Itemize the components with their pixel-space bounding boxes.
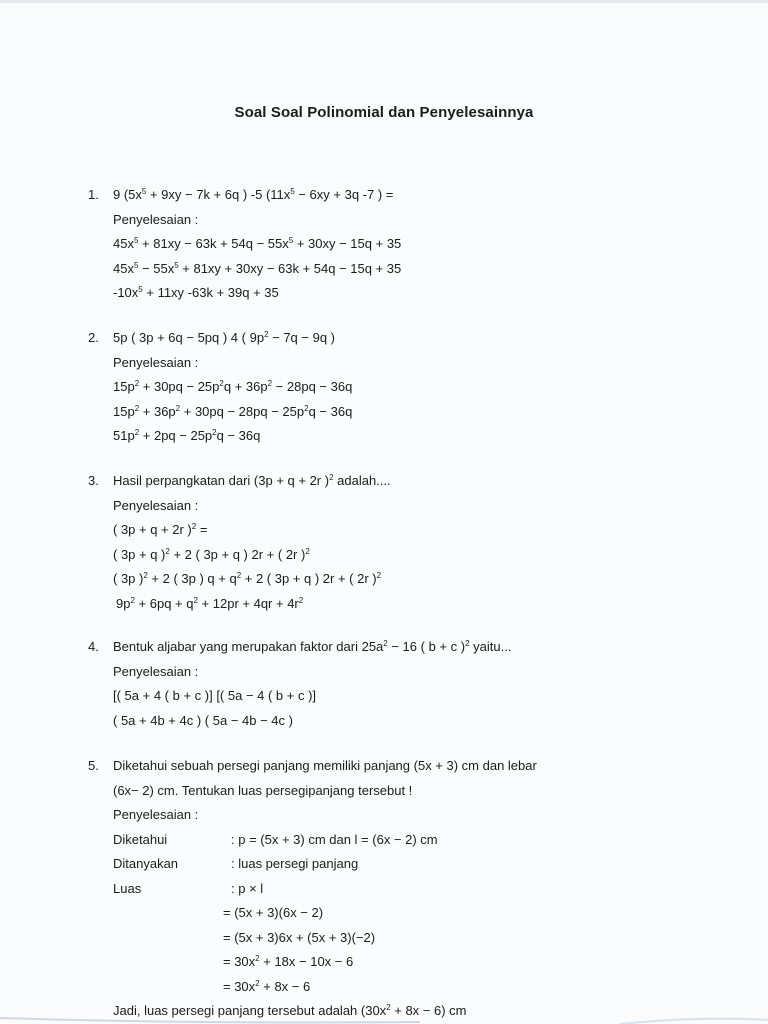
problem-1 [88, 183, 748, 306]
problem-4 [88, 635, 748, 733]
problem-number: 5. [88, 758, 99, 773]
problem-question: Hasil perpangkatan dari (3p + q + 2r )$^2$ adalah.... [113, 473, 391, 488]
calc-step: = $30x^2 + 8x - 6$ [223, 978, 311, 994]
ditanyakan-row [88, 852, 748, 877]
problem-number: 1. [88, 187, 99, 202]
problem-number: 4. [88, 639, 99, 654]
diketahui-row [88, 828, 748, 853]
calc-step: = (5x + 3)6x + (5x + 3)(−2) [223, 929, 376, 945]
luas-value: : p × l [231, 880, 264, 896]
penyelesaian-label: Penyelesaian : [113, 663, 199, 679]
problem-question: Diketahui sebuah persegi panjang memiliki panjang (5x + 3) cm dan lebar [113, 758, 537, 773]
solution-step: [( 5a + 4 ( b + c )] [( 5a − 4 ( b + c )] [113, 688, 317, 703]
problem-number: 3. [88, 473, 99, 488]
ditanyakan-label: Ditanyakan [113, 856, 179, 871]
conclusion: Jadi, luas persegi panjang tersebut adalah $(30x^2 + 8x - 6)$ cm [113, 1003, 467, 1018]
solution-step: ( 3p + q )$^2$ + 2 ( 3p + q ) 2r + ( 2r )$^2$ [113, 546, 310, 562]
diketahui-value: : p = (5x + 3) cm dan l = (6x − 2) cm [231, 831, 438, 847]
solution-step: $51p^2 + 2pq - 25p^2q - 36q$ [113, 428, 261, 443]
calc-step: = (5x + 3)(6x − 2) [223, 905, 324, 920]
luas-label: Luas [113, 880, 142, 896]
problem-5 [88, 754, 748, 1024]
solution-step: ( 3p + q + 2r )$^2$ = [113, 522, 208, 537]
solution-step: ( 5a + 4b + 4c ) ( 5a − 4b − 4c ) [113, 712, 293, 728]
solution-step: $-10x^5 + 11xy$ -63k + 39q + 35 [113, 285, 279, 300]
problem-question-continued: (6x− 2) cm. Tentukan luas persegipanjang tersebut ! [113, 782, 413, 798]
luas-row [88, 877, 748, 902]
page-title: Soal Soal Polinomial dan Penyelesainnya [234, 104, 534, 121]
penyelesaian-label: Penyelesaian : [113, 354, 199, 370]
diketahui-label: Diketahui [113, 831, 168, 847]
penyelesaian-label: Penyelesaian : [113, 497, 199, 513]
problem-question: 9 ($5x^5 + 9xy - 7k + 6q$ ) -5 ($11x^5 - 6xy + 3q$ -7 ) = [113, 187, 394, 202]
solution-step: $9p^2 + 6pq + q^2 + 12pr + 4qr + 4r^2$ [116, 595, 304, 611]
problem-2 [88, 326, 748, 449]
solution-step: $45x^5 + 81xy - 63k + 54q - 55x^5 + 30xy - 15q + 35$ [113, 236, 402, 251]
problem-question: 5p ( 3p + 6q − 5pq ) 4 ( $9p^2 - 7q - 9q$ ) [113, 330, 336, 345]
solution-step: $15p^2 + 36p^2 + 30pq - 28pq - 25p^2q - 36q$ [113, 403, 353, 419]
ditanyakan-value: : luas persegi panjang [231, 856, 359, 871]
calc-step: = $30x^2 + 18x - 10x - 6$ [223, 954, 354, 969]
problem-question: Bentuk aljabar yang merupakan faktor dari $25a^2 - 16$ ( b + c )$^2$ yaitu... [113, 639, 512, 654]
solution-step: ( 3p )$^2$ + 2 ( 3p ) $q + q^2 + 2$ ( 3p + q ) 2r + ( 2r )$^2$ [113, 571, 382, 586]
penyelesaian-label: Penyelesaian : [113, 211, 199, 227]
top-border [0, 0, 768, 3]
problem-number: 2. [88, 330, 99, 345]
bottom-shadow-decoration [0, 1010, 768, 1024]
solution-step: $15p^2 + 30pq - 25p^2q + 36p^2 - 28pq - 36q$ [113, 379, 353, 394]
solution-step: $45x^5 - 55x^5 + 81xy + 30xy - 63k + 54q - 15q + 35$ [113, 260, 402, 276]
problem-3 [88, 469, 748, 616]
penyelesaian-label: Penyelesaian : [113, 807, 199, 822]
